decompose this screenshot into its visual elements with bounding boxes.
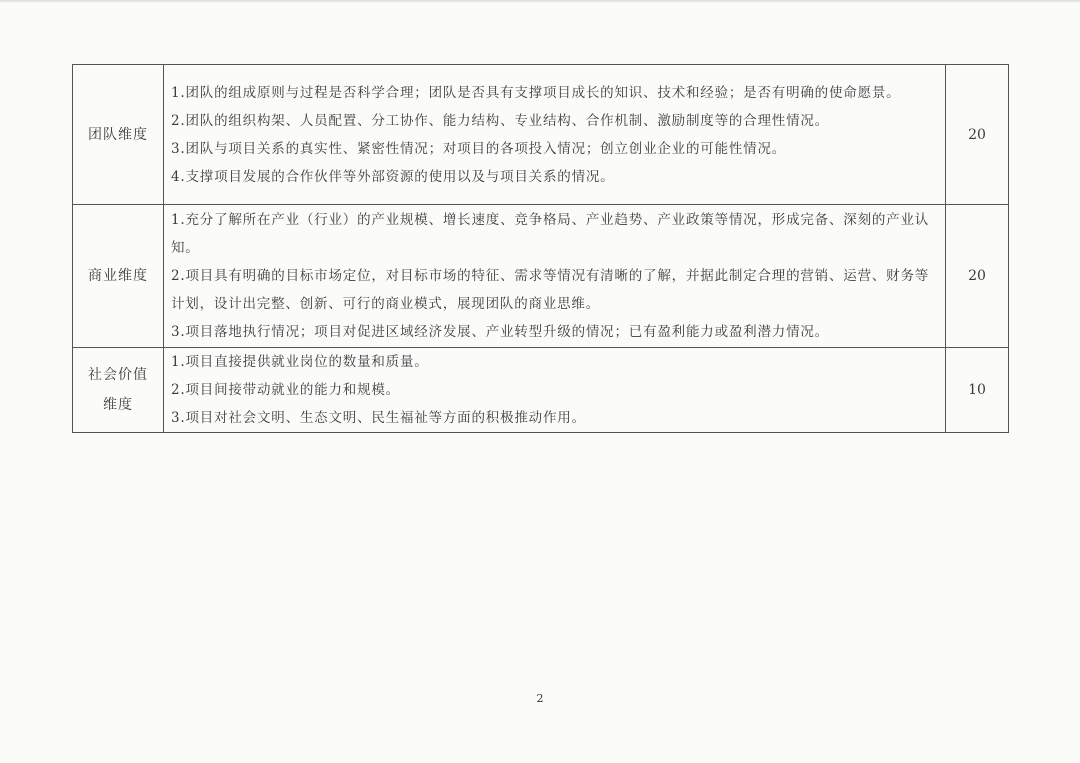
criteria-item: 2.团队的组织构架、人员配置、分工协作、能力结构、专业结构、合作机制、激励制度等的合理性情况。 xyxy=(171,112,829,129)
score-value: 10 xyxy=(968,382,986,398)
criteria-item: 1.充分了解所在产业（行业）的产业规模、增长速度、竞争格局、产业趋势、产业政策等情况，形成完备、深刻的产业认知。 xyxy=(171,212,930,256)
criteria-item: 1.团队的组成原则与过程是否科学合理；团队是否具有支撑项目成长的知识、技术和经验；是否有明确的使命愿景。 xyxy=(171,84,901,101)
score-value: 20 xyxy=(968,268,986,284)
table-row-team xyxy=(73,65,1009,205)
criteria-item: 2.项目具有明确的目标市场定位，对目标市场的特征、需求等情况有清晰的了解，并据此制定合理的营销、运营、财务等计划，设计出完整、创新、可行的商业模式，展现团队的商业思维。 xyxy=(171,268,930,312)
dimension-label: 团队维度 xyxy=(88,126,148,143)
dimension-cell xyxy=(73,348,164,433)
scoring-criteria-table xyxy=(72,64,1009,433)
dimension-cell xyxy=(73,205,164,348)
criteria-item: 3.项目落地执行情况；项目对促进区域经济发展、产业转型升级的情况；已有盈利能力或盈利潜力情况。 xyxy=(171,324,829,340)
criteria-description-cell xyxy=(164,205,946,348)
table-row-social-value xyxy=(73,348,1009,433)
criteria-description-cell xyxy=(164,348,946,433)
score-value: 20 xyxy=(968,126,986,143)
criteria-item: 2.项目间接带动就业的能力和规模。 xyxy=(171,382,400,398)
dimension-label: 商业维度 xyxy=(88,268,148,284)
criteria-item: 4.支撑项目发展的合作伙伴等外部资源的使用以及与项目关系的情况。 xyxy=(171,168,615,185)
criteria-description-cell xyxy=(164,65,946,205)
table-row-business xyxy=(73,205,1009,348)
page-top-edge xyxy=(0,0,1080,3)
score-cell xyxy=(946,205,1009,348)
page-number: 2 xyxy=(536,692,544,705)
dimension-cell xyxy=(73,65,164,205)
criteria-item: 1.项目直接提供就业岗位的数量和质量。 xyxy=(171,354,429,370)
criteria-item: 3.项目对社会文明、生态文明、民生福祉等方面的积极推动作用。 xyxy=(171,410,586,426)
score-cell xyxy=(946,348,1009,433)
criteria-item: 3.团队与项目关系的真实性、紧密性情况；对项目的各项投入情况；创立创业企业的可能性情况。 xyxy=(171,140,787,157)
score-cell xyxy=(946,65,1009,205)
dimension-label: 社会价值维度 xyxy=(88,367,148,413)
